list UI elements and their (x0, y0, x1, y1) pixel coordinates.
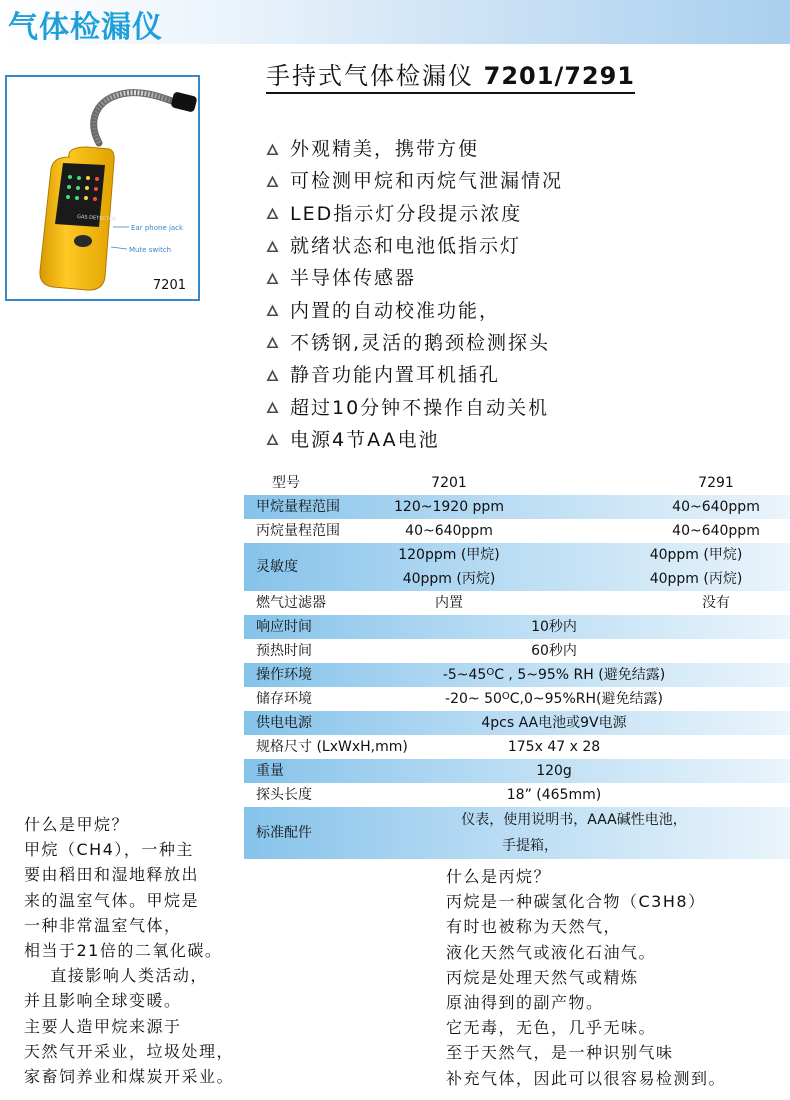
feature-item: 可检测甲烷和丙烷气泄漏情况 (266, 165, 563, 197)
spec-label: 标准配件 (256, 825, 312, 841)
spec-label: 规格尺寸 (LxWxH,mm) (256, 739, 408, 755)
spec-row-sensitivity (244, 543, 790, 591)
feature-item: 就绪状态和电池低指示灯 (266, 230, 563, 262)
spec-value: 120~1920 ppm (394, 499, 504, 515)
mute-switch-annotation: Mute switch (129, 246, 172, 254)
triangle-bullet-icon (266, 304, 279, 317)
spec-label: 供电电源 (256, 715, 312, 731)
spec-value: 仪表，使用说明书，AAA碱性电池， 手提箱， (461, 812, 687, 854)
spec-row-power (244, 711, 790, 735)
triangle-bullet-icon (266, 272, 279, 285)
triangle-bullet-icon (266, 433, 279, 446)
triangle-bullet-icon (266, 175, 279, 188)
triangle-bullet-icon (266, 336, 279, 349)
probe-tip (170, 91, 197, 112)
spec-value: 175x 47 x 28 (507, 739, 601, 755)
spec-label: 探头长度 (256, 787, 312, 803)
triangle-bullet-icon (266, 240, 279, 253)
text-line: 它无毒，无色，几乎无味。 (446, 1018, 657, 1038)
spec-model-7291: 7291 (698, 475, 734, 491)
text-line: 至于天然气，是一种识别气味 (446, 1043, 674, 1063)
text-line: 丙烷是一种碳氢化合物（C3H8） (446, 892, 706, 912)
spec-label: 灵敏度 (256, 559, 298, 575)
text-line: 直接影响人类活动， (24, 966, 208, 986)
text-line: 甲烷（CH4），一种主 (24, 840, 194, 860)
text-line: 什么是甲烷？ (24, 815, 130, 834)
feature-item: 外观精美，携带方便 (266, 133, 563, 165)
spec-row-warmup (244, 639, 790, 663)
triangle-bullet-icon (266, 401, 279, 414)
text-line: 要由稻田和湿地释放出 (24, 865, 200, 885)
text-line: 一种非常温室气体， (24, 915, 182, 935)
spec-row-response (244, 615, 790, 639)
triangle-bullet-icon (266, 207, 279, 220)
feature-list (266, 133, 563, 456)
spec-value: 10秒内 (531, 619, 577, 635)
text-line: 补充气体，因此可以很容易检测到。 (446, 1068, 727, 1088)
feature-item: 超过10分钟不操作自动关机 (266, 391, 563, 423)
spec-value: 没有 (702, 595, 730, 611)
spec-label: 操作环境 (256, 667, 312, 683)
brand-title: 气体检漏仪 (8, 10, 163, 45)
gooseneck-probe (94, 93, 177, 143)
spec-label: 储存环境 (256, 691, 312, 707)
spec-row-filter (244, 591, 790, 615)
spec-row-probe (244, 783, 790, 807)
spec-label: 响应时间 (256, 619, 312, 635)
text-line: 有时也被称为天然气， (446, 917, 622, 937)
spec-value: 60秒内 (531, 643, 577, 659)
spec-row-weight (244, 759, 790, 783)
spec-value: -20~ $50^OC,0\sim 95\%RH$(避免结露) (445, 691, 663, 707)
power-button (74, 235, 92, 247)
spec-label: 丙烷量程范围 (256, 523, 340, 539)
text-line: 家畜饲养业和煤炭开采业。 (24, 1067, 235, 1087)
text-line: 相当于21倍的二氧化碳。 (24, 941, 223, 961)
spec-table (244, 471, 790, 859)
text-line: 液化天然气或液化石油气。 (446, 942, 657, 962)
feature-item: 内置的自动校准功能， (266, 294, 563, 326)
spec-label: 甲烷量程范围 (256, 499, 340, 515)
photo-caption: 7201 (152, 278, 186, 293)
spec-value: 120ppm (甲烷) (398, 547, 500, 563)
feature-item: LED指示灯分段提示浓度 (266, 198, 563, 230)
spec-value: 40~640ppm (672, 523, 760, 539)
feature-item: 静音功能内置耳机插孔 (266, 359, 563, 391)
text-line: 天然气开采业，垃圾处理， (24, 1041, 235, 1061)
text-line: 主要人造甲烷来源于 (24, 1016, 182, 1036)
gas-detector-illustration (7, 77, 202, 303)
spec-label: 型号 (272, 475, 300, 491)
spec-value: 40ppm (丙烷) (649, 571, 743, 587)
spec-value: 18” (465mm) (506, 787, 602, 803)
text-line: 丙烷是处理天然气或精炼 (446, 967, 639, 987)
product-name: 手持式气体检漏仪 (266, 62, 474, 90)
ear-jack-annotation: Ear phone jack (131, 224, 184, 232)
spec-value: 40ppm (甲烷) (649, 547, 743, 563)
spec-value: 内置 (435, 595, 463, 611)
spec-row-methane-range (244, 495, 790, 519)
device-label: GAS DETECTOR (76, 214, 117, 223)
text-line: 来的温室气体。甲烷是 (24, 890, 200, 910)
feature-item: 不锈钢,灵活的鹅颈检测探头 (266, 327, 563, 359)
text-line: 什么是丙烷？ (446, 867, 552, 886)
product-title (266, 56, 635, 94)
text-line: 原油得到的副产物。 (446, 993, 604, 1013)
spec-row-operating (244, 663, 790, 687)
spec-row-storage (244, 687, 790, 711)
spec-value: 40~640ppm (405, 523, 493, 539)
spec-value: 4pcs AA电池或9V电源 (481, 715, 627, 731)
mute-pointer (111, 247, 127, 249)
spec-value: 120g (536, 763, 572, 779)
product-photo (5, 75, 200, 301)
text-line: 并且影响全球变暖。 (24, 991, 182, 1011)
propane-description (446, 864, 726, 1091)
spec-row-propane-range (244, 519, 790, 543)
feature-item: 电源4节AA电池 (266, 424, 563, 456)
spec-value: $-5\sim 45^OC$ , 5~95% RH (避免结露) (442, 667, 666, 683)
feature-item: 半导体传感器 (266, 262, 563, 294)
spec-row-size (244, 735, 790, 759)
spec-value: 40~640ppm (672, 499, 760, 515)
triangle-bullet-icon (266, 369, 279, 382)
triangle-bullet-icon (266, 143, 279, 156)
spec-label: 预热时间 (256, 643, 312, 659)
product-model: 7201/7291 (483, 62, 635, 90)
methane-description (24, 812, 234, 1089)
spec-label: 重量 (256, 763, 284, 779)
spec-label: 燃气过滤器 (256, 595, 326, 611)
spec-value: 40ppm (丙烷) (402, 571, 496, 587)
spec-model-7201: 7201 (431, 475, 467, 491)
spec-header-row (244, 471, 790, 495)
spec-row-standard (244, 807, 790, 859)
